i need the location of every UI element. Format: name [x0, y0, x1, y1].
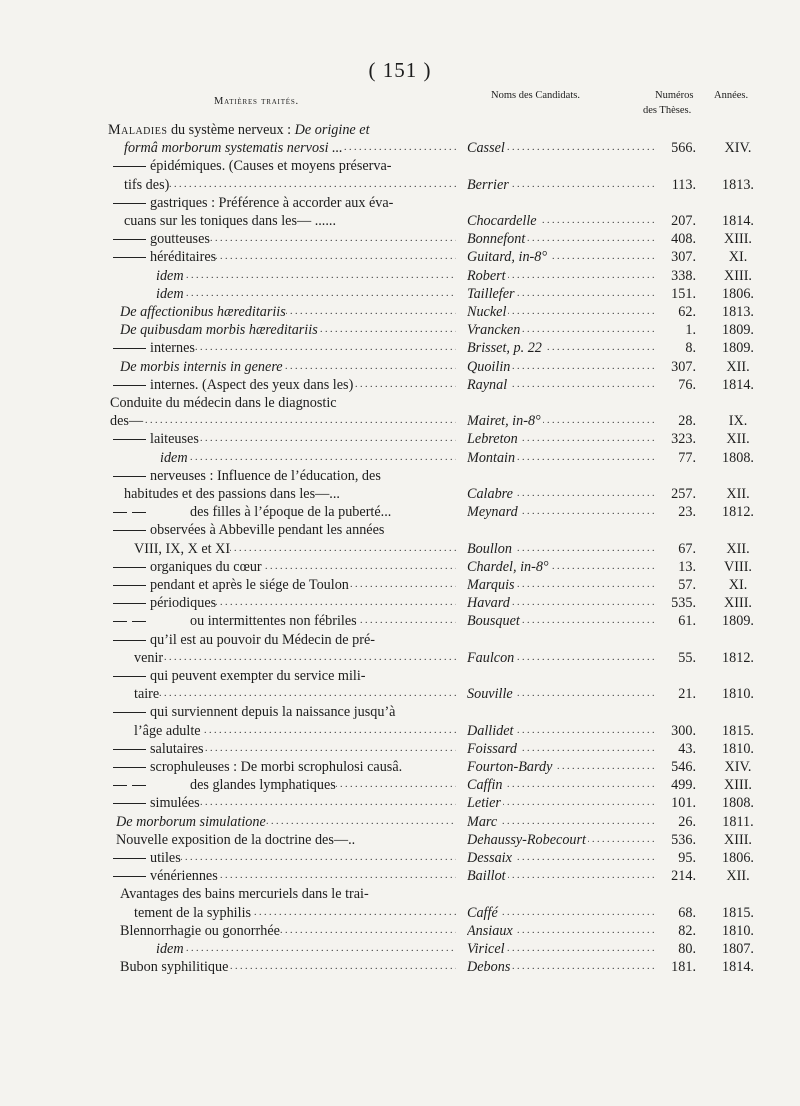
table-row	[0, 958, 800, 976]
table-row	[0, 176, 800, 194]
table-row	[0, 139, 800, 157]
thesis-year: VIII.	[724, 558, 752, 575]
thesis-year: 1812.	[722, 649, 754, 666]
candidate-name: Chardel, in-8° . . .	[467, 558, 657, 576]
header-matieres: Matières traités.	[214, 96, 299, 107]
subject-text: épidémiques. (Causes et moyens préserva-	[150, 158, 392, 175]
thesis-year: 1808.	[722, 795, 754, 812]
subject-text: Conduite du médecin dans le diagnostic	[110, 395, 337, 411]
ditto-dash	[113, 385, 146, 386]
thesis-number: 61.	[678, 613, 696, 630]
ditto-dash	[113, 348, 146, 349]
ditto-dash	[113, 858, 146, 859]
ditto-dash	[113, 439, 146, 440]
thesis-number: 257.	[671, 486, 696, 502]
thesis-year: XII.	[726, 486, 750, 502]
thesis-year: XIV.	[724, 140, 752, 157]
thesis-number: 207.	[671, 213, 696, 229]
table-row	[0, 576, 800, 594]
candidate-name: Lebreton . . .	[467, 430, 657, 448]
thesis-number: 76.	[678, 376, 696, 393]
table-row	[0, 776, 800, 794]
thesis-year: 1810.	[722, 922, 754, 939]
candidate-name: Cassel . . .	[467, 139, 657, 157]
candidate-name: Fourton-Bardy . . .	[467, 758, 657, 776]
ditto-dash	[113, 567, 146, 568]
subject-text: De morborum simulatione	[116, 813, 266, 830]
thesis-number: 535.	[671, 595, 696, 612]
candidate-name: Raynal . . .	[467, 376, 657, 394]
thesis-year: XIII.	[724, 777, 752, 794]
thesis-number: 338.	[671, 267, 696, 284]
thesis-number: 95.	[678, 850, 696, 866]
thesis-number: 546.	[671, 759, 696, 775]
candidate-name: Letier . . .	[467, 794, 657, 812]
candidate-name: Dehaussy-Robecourt . . .	[467, 831, 657, 849]
table-row	[0, 904, 800, 922]
candidate-name: Mairet, in-8° . . .	[467, 412, 657, 430]
thesis-number: 566.	[671, 140, 696, 157]
table-row	[0, 540, 800, 558]
candidate-name: Guitard, in-8° . . .	[467, 248, 657, 266]
thesis-number: 8.	[685, 340, 696, 357]
ditto-dash	[113, 512, 127, 513]
subject-text: Bubon syphilitique	[120, 959, 229, 976]
table-row	[0, 339, 800, 357]
candidate-name: Viricel . . .	[467, 940, 657, 958]
table-row	[0, 412, 800, 430]
subject-text: vénériennes	[150, 868, 218, 885]
thesis-year: XI.	[728, 249, 748, 266]
thesis-number: 214.	[671, 868, 696, 885]
thesis-number: 26.	[678, 813, 696, 830]
subject-text: pendant et après le siége de Toulon	[150, 577, 349, 593]
subject-text: idem	[156, 941, 184, 957]
page-number: ( 151 )	[368, 58, 432, 82]
thesis-year: XII.	[726, 868, 750, 885]
candidate-name: Vrancken . . .	[467, 321, 657, 339]
subject-text: périodiques	[150, 595, 217, 612]
table-row	[0, 849, 800, 867]
ditto-dash	[113, 640, 146, 641]
thesis-year: 1814.	[722, 376, 754, 393]
ditto-dash	[113, 876, 146, 877]
subject-text: l’âge adulte	[134, 722, 201, 739]
table-row	[0, 503, 800, 521]
thesis-number: 80.	[678, 941, 696, 957]
thesis-year: 1815.	[722, 904, 754, 921]
subject-text: ou intermittentes non fébriles	[190, 613, 357, 630]
thesis-year: XIII.	[724, 267, 752, 284]
table-row	[0, 358, 800, 376]
thesis-number: 181.	[671, 959, 696, 976]
candidate-name: Dessaix . . .	[467, 849, 657, 867]
subject-text: De affectionibus hæreditariis	[120, 304, 286, 320]
ditto-dash	[113, 476, 146, 477]
thesis-year: 1806.	[722, 285, 754, 302]
subject-text: Maladies du système nerveux : De origine et	[108, 122, 370, 138]
thesis-number: 21.	[678, 686, 696, 703]
candidate-name: Bousquet . . .	[467, 612, 657, 630]
thesis-year: 1808.	[722, 449, 754, 466]
ditto-dash	[113, 712, 146, 713]
thesis-number: 57.	[678, 577, 696, 593]
candidate-name: Marc . . .	[467, 813, 657, 831]
subject-text: scrophuleuses : De morbi scrophulosi causâ.	[150, 759, 403, 775]
table-row	[0, 758, 800, 776]
subject-text: héréditaires	[150, 249, 217, 266]
table-row	[0, 212, 800, 230]
thesis-year: 1809.	[722, 340, 754, 357]
subject-text: organiques du cœur	[150, 558, 262, 575]
thesis-number: 68.	[678, 904, 696, 921]
thesis-number: 151.	[671, 285, 696, 302]
subject-text: taire	[134, 686, 160, 703]
thesis-number: 28.	[678, 413, 696, 430]
table-row	[0, 303, 800, 321]
candidate-name: Montain . . .	[467, 449, 657, 467]
candidate-name: Quoilin . . .	[467, 358, 657, 376]
thesis-number: 82.	[678, 922, 696, 939]
subject-text: internes. (Aspect des yeux dans les)	[150, 376, 354, 393]
table-row	[0, 194, 800, 212]
table-row	[0, 449, 800, 467]
thesis-number: 101.	[671, 795, 696, 812]
thesis-number: 307.	[671, 249, 696, 266]
subject-text: habitudes et des passions dans les—...	[124, 486, 340, 502]
table-row	[0, 230, 800, 248]
table-row	[0, 430, 800, 448]
subject-text: goutteuses	[150, 231, 210, 248]
subject-text: gastriques : Préférence à accorder aux éva-	[150, 194, 394, 211]
thesis-number: 307.	[671, 358, 696, 375]
table-row	[0, 740, 800, 758]
thesis-year: XII.	[726, 358, 750, 375]
table-row	[0, 467, 800, 485]
header-noms: Noms des Candidats.	[491, 90, 580, 101]
table-row	[0, 394, 800, 412]
thesis-year: XII.	[726, 540, 750, 557]
subject-text: Nouvelle exposition de la doctrine des—..	[116, 831, 356, 848]
ditto-dash	[113, 803, 146, 804]
ditto-dash	[113, 203, 146, 204]
candidate-name: Caffin . . .	[467, 776, 657, 794]
table-row	[0, 794, 800, 812]
thesis-year: 1813.	[722, 176, 754, 193]
thesis-number: 300.	[671, 722, 696, 739]
candidate-name: Berrier . . .	[467, 176, 657, 194]
table-row	[0, 922, 800, 940]
ditto-dash	[113, 585, 146, 586]
candidate-name: Faulcon . . .	[467, 649, 657, 667]
table-row	[0, 667, 800, 685]
header-numeros: Numéros	[655, 90, 694, 101]
subject-text: laiteuses	[150, 431, 199, 448]
candidate-name: Bonnefont . . .	[467, 230, 657, 248]
subject-text: cuans sur les toniques dans les— ......	[124, 213, 336, 229]
candidate-name: Nuckel . . .	[467, 303, 657, 321]
table-row	[0, 867, 800, 885]
thesis-year: 1811.	[722, 813, 754, 830]
thesis-year: 1809.	[722, 613, 754, 630]
candidate-name: Chocardelle . . .	[467, 212, 657, 230]
thesis-number: 499.	[671, 777, 696, 794]
thesis-number: 67.	[678, 540, 696, 557]
candidate-name: Marquis . . .	[467, 576, 657, 594]
subject-text: salutaires	[150, 740, 204, 757]
subject-text: formâ morborum systematis nervosi ...	[124, 140, 343, 157]
table-row	[0, 376, 800, 394]
candidate-name: Robert . . .	[467, 267, 657, 285]
thesis-number: 13.	[678, 558, 696, 575]
table-row	[0, 831, 800, 849]
subject-text: des—	[110, 413, 144, 430]
table-row	[0, 267, 800, 285]
subject-text: internes	[150, 340, 195, 357]
thesis-year: XIII.	[724, 595, 752, 612]
table-row	[0, 631, 800, 649]
table-row	[0, 722, 800, 740]
thesis-number: 23.	[678, 504, 696, 521]
table-row	[0, 321, 800, 339]
table-row	[0, 885, 800, 903]
table-row	[0, 121, 800, 139]
table-row	[0, 685, 800, 703]
thesis-year: 1812.	[722, 504, 754, 521]
subject-text: utiles	[150, 850, 181, 866]
ditto-dash	[113, 676, 146, 677]
candidate-name: Meynard . . .	[467, 503, 657, 521]
candidate-name: Dallidet . . .	[467, 722, 657, 740]
thesis-number: 408.	[671, 231, 696, 248]
thesis-number: 536.	[671, 831, 696, 848]
thesis-year: XIV.	[724, 759, 752, 775]
thesis-number: 62.	[678, 304, 696, 320]
thesis-number: 55.	[678, 649, 696, 666]
thesis-year: XII.	[726, 431, 750, 448]
table-row	[0, 285, 800, 303]
candidate-name: Baillot . . .	[467, 867, 657, 885]
table-row	[0, 248, 800, 266]
ditto-dash	[113, 785, 127, 786]
thesis-number: 77.	[678, 449, 696, 466]
subject-text: observées à Abbeville pendant les années	[150, 522, 385, 539]
subject-text: tifs des)	[124, 176, 170, 193]
table-row	[0, 649, 800, 667]
thesis-year: 1810.	[722, 740, 754, 757]
subject-text: qui surviennent depuis la naissance jusqu’à	[150, 704, 396, 721]
subject-text: De quibusdam morbis hæreditariis	[120, 322, 318, 339]
thesis-year: XIII.	[724, 231, 752, 248]
table-row	[0, 940, 800, 958]
subject-text: Blennorrhagie ou gonorrhée	[120, 922, 280, 939]
subject-text: nerveuses : Influence de l’éducation, des	[150, 467, 381, 484]
ditto-dash	[113, 603, 146, 604]
thesis-year: 1813.	[722, 304, 754, 320]
ditto-dash	[113, 767, 146, 768]
table-row	[0, 612, 800, 630]
thesis-year: 1815.	[722, 722, 754, 739]
thesis-year: 1807.	[722, 941, 754, 957]
ditto-dash	[113, 257, 146, 258]
header-annees: Années.	[714, 90, 749, 101]
subject-text: tement de la syphilis	[134, 904, 252, 921]
thesis-number: 1.	[685, 322, 696, 339]
ditto-dash	[113, 530, 146, 531]
thesis-year: XIII.	[724, 831, 752, 848]
subject-text: venir	[134, 649, 164, 666]
candidate-name: Taillefer . . .	[467, 285, 657, 303]
thesis-year: 1806.	[722, 850, 754, 866]
subject-text: qui peuvent exempter du service mili-	[150, 668, 366, 684]
subject-text: idem	[156, 267, 184, 284]
subject-text: Avantages des bains mercuriels dans le trai-	[120, 886, 369, 903]
candidate-name: Caffé . . .	[467, 904, 657, 922]
candidate-name: Ansiaux . . .	[467, 922, 657, 940]
ditto-dash	[113, 166, 146, 167]
table-row	[0, 558, 800, 576]
ditto-dash	[113, 239, 146, 240]
table-row	[0, 813, 800, 831]
thesis-year: 1809.	[722, 322, 754, 339]
subject-text: idem	[156, 285, 184, 302]
ditto-dash	[113, 621, 127, 622]
thesis-year: 1814.	[722, 959, 754, 976]
candidate-name: Boullon . . .	[467, 540, 657, 558]
table-row	[0, 703, 800, 721]
thesis-number: 113.	[671, 176, 696, 193]
subject-text: des filles à l’époque de la puberté...	[190, 504, 392, 521]
ditto-dash	[113, 749, 146, 750]
table-row	[0, 485, 800, 503]
table-row	[0, 521, 800, 539]
subject-text: des glandes lymphatiques	[190, 777, 336, 794]
subject-text: De morbis internis in genere	[120, 358, 283, 375]
candidate-name: Calabre . . .	[467, 485, 657, 503]
candidate-name: Brisset, p. 22 . . .	[467, 339, 657, 357]
thesis-number: 43.	[678, 740, 696, 757]
thesis-year: XI.	[728, 577, 748, 593]
thesis-number: 323.	[671, 431, 696, 448]
candidate-name: Foissard . . .	[467, 740, 657, 758]
candidate-name: Debons . . .	[467, 958, 657, 976]
header-des-theses: des Thèses.	[643, 105, 692, 116]
table-row	[0, 157, 800, 175]
subject-text: qu’il est au pouvoir du Médecin de pré-	[150, 631, 375, 648]
candidate-name: Souville . . .	[467, 685, 657, 703]
subject-text: idem	[160, 449, 188, 466]
candidate-name: Havard . . .	[467, 594, 657, 612]
table-row	[0, 594, 800, 612]
subject-text: simulées	[150, 795, 200, 812]
thesis-year: IX.	[728, 413, 748, 430]
thesis-year: 1814.	[722, 213, 754, 229]
thesis-year: 1810.	[722, 686, 754, 703]
subject-text: VIII, IX, X et XI	[134, 540, 231, 557]
